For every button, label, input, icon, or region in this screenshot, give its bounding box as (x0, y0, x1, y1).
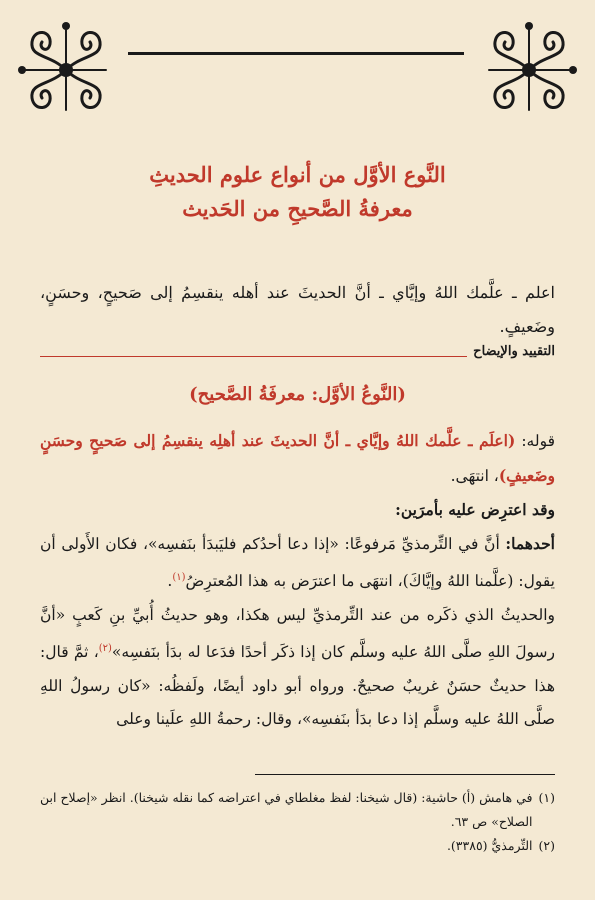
objection-label: أحدهما: (505, 533, 555, 553)
paragraph-quote (40, 424, 555, 493)
section-label: التقييد والإيضاح (467, 344, 555, 359)
chapter-title-line-2: معرفةُ الصَّحيحِ من الحَديث (182, 196, 413, 221)
chapter-title-line-1: النَّوع الأوَّل من أنواع علوم الحديثِ (149, 162, 446, 187)
footnote-item (40, 834, 555, 858)
objection-end: . (167, 572, 173, 591)
footnote-number: (١) (538, 790, 555, 805)
section-divider (40, 344, 555, 366)
footnote-item (40, 786, 555, 834)
paragraph-prefix: قوله: (515, 432, 555, 450)
footnotes (40, 786, 555, 858)
paragraph-objection-intro: وقد اعترِض عليه بأمرَين: (395, 500, 555, 519)
section-heading: (النَّوعُ الأوَّل: معرفَةُ الصَّحيح) (189, 384, 406, 405)
quoted-text: (اعلَم ـ علَّمك اللهُ وإيَّاي ـ أنَّ الحديثَ عند أهلِه ينقسِمُ إلى صَحيحٍ وحسَنٍ وضَعيفٍ) (40, 431, 555, 485)
chapter-title (40, 158, 555, 226)
ornament-corner-icon (10, 14, 122, 126)
hadith-text: والحديثُ الذي ذكَره من عند التِّرمذيِّ ليس هكذا، وهو حديثُ أُبيِّ بنِ كَعبٍ «أنَّ رسولَ اللهِ صلَّى اللهُ عليه وسلَّم كان إذا ذكَر أحدًا فدَعا له بدَأ بنَفسِه» (40, 605, 556, 662)
header-rule (128, 52, 464, 55)
footnote-text: التِّرمذيُّ (٣٣٨٥). (446, 838, 533, 853)
footnote-ref-1[interactable]: (١) (172, 572, 186, 583)
paragraph-first-objection (40, 527, 555, 599)
ornament-corner-icon (473, 14, 585, 126)
footnote-rule (255, 774, 555, 775)
footnote-ref-2[interactable]: (٢) (98, 643, 112, 655)
commentary-body (40, 424, 555, 737)
paragraph-suffix: ، انتهَى. (450, 466, 499, 485)
hadith-rest: ، ثمَّ قال: هذا حديثٌ حسَنٌ غريبٌ صحيحٌ. ورواه أبو داود أيضًا، ولَفظُه: «كان رسولُ اللهِ صلَّى اللهُ عليه وسلَّم إذا دعا بدَأ بنَفسِه»، وقال: رحمةُ اللهِ علَينا وعلى (40, 643, 555, 729)
intro-paragraph: اعلم ـ علَّمك اللهُ وإيَّاي ـ أنَّ الحديثَ عند أهله ينقسِمُ إلى صَحيحٍ، وحسَنٍ، وضَعيفٍ. (40, 283, 555, 336)
objection-text: أنَّ في التِّرمذيِّ مَرفوعًا: «إذا دعا أحدُكم فليَبدَأ بنَفسِه»، فكان الأَولى أن يقول: (علَّمنا اللهُ وإيَّاكَ)، انتهَى ما اعترَض به هذا المُعترِضُ (40, 534, 555, 591)
paragraph-hadith (40, 599, 555, 737)
footnote-text: في هامش (أ) حاشية: (قال شيخنا: لفظ مغلطاي في اعتراضه كما نقله شيخنا). انظر «إصلاح ابن الصلاح» ص ٦٣. (40, 790, 533, 829)
footnote-number: (٢) (538, 838, 555, 853)
